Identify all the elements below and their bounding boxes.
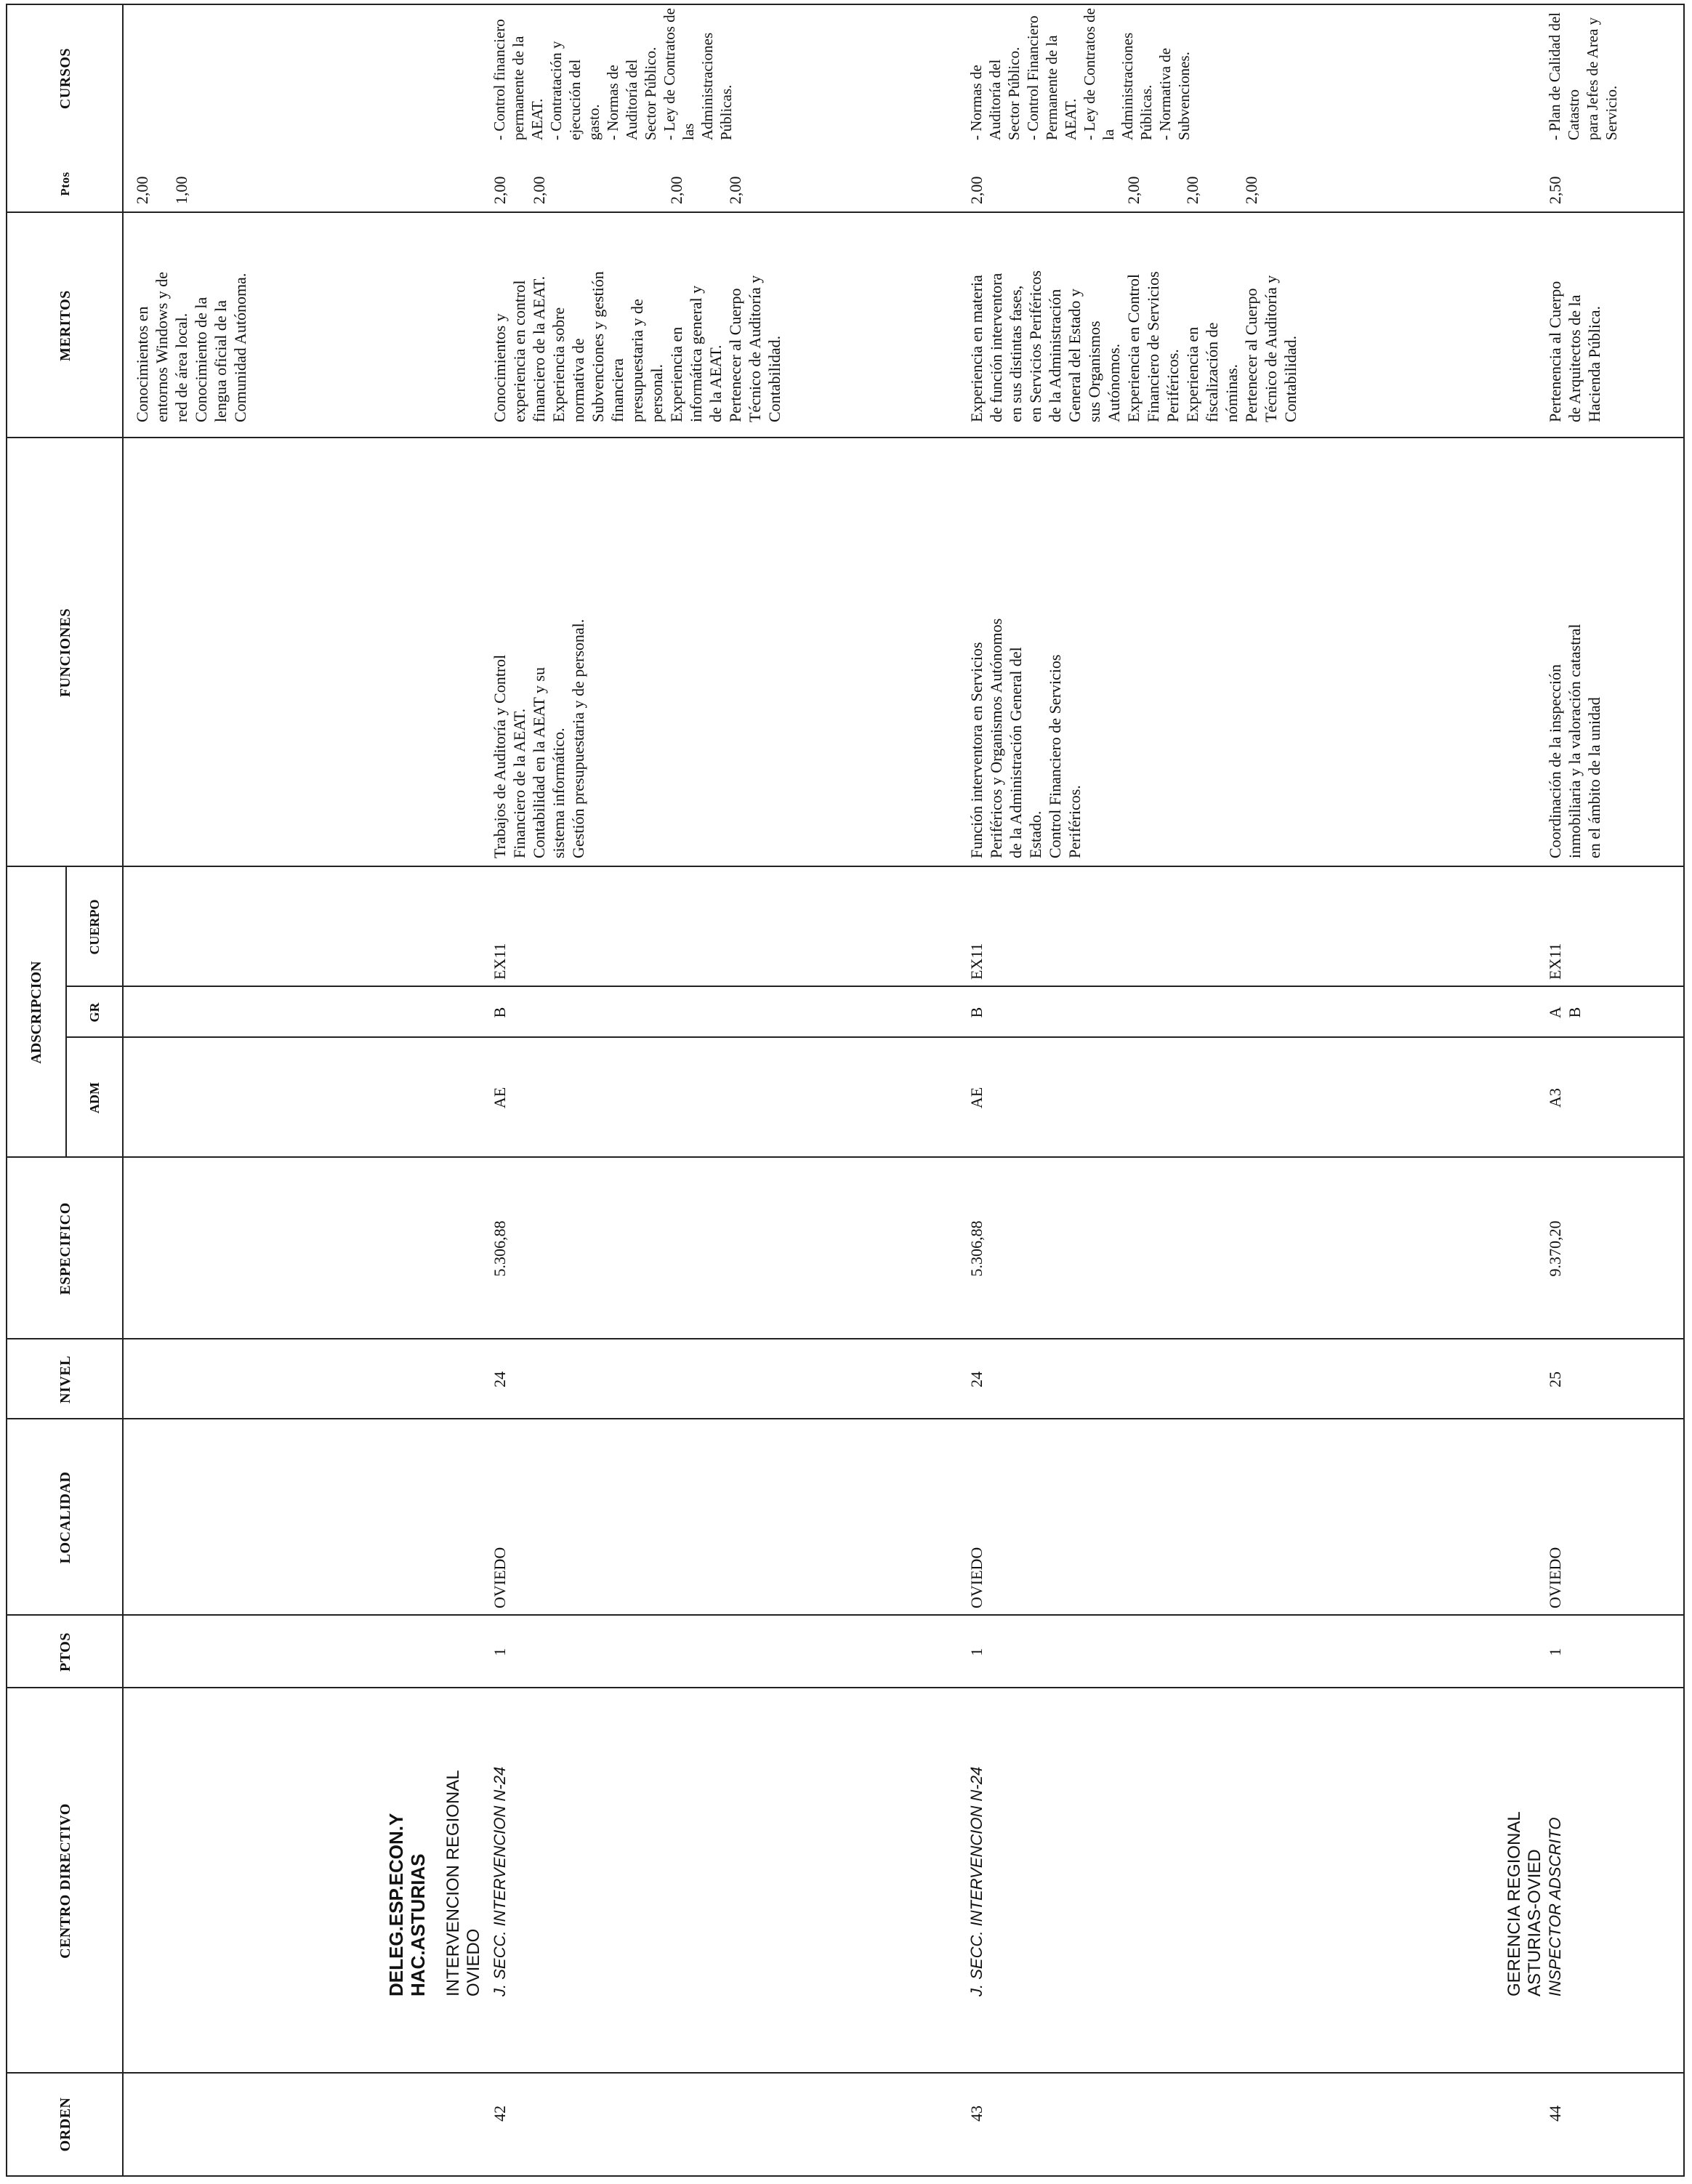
row-orden: 44 [1546,2106,1564,2121]
row-cuerpo: EX11 [1546,943,1564,980]
col-divider [7,1338,1683,1339]
col-divider [7,437,1683,438]
col-divider [7,1687,1683,1688]
rotated-table-sheet [6,4,1685,2177]
header-centro-directivo: CENTRO DIRECTIVO [57,1803,73,1959]
row-adm: AE [491,1087,509,1109]
col-divider [7,1418,1683,1419]
row-funciones: Trabajos de Auditoría y Control Financiero de la AEAT. Contabilidad en la AEAT y su sistema informático. Gestión presupuestaria y de personal. [491,618,587,858]
row-especifico: 5.306,88 [491,1220,509,1277]
col-divider [7,866,1683,867]
row-especifico: 5.306,88 [967,1220,986,1277]
row-cuerpo: EX11 [967,943,986,980]
row-ptos: 1 [967,1648,986,1656]
row-ptos: 1 [491,1648,509,1656]
col-divider [65,986,1683,987]
centro-directivo: INTERVENCION REGIONAL OVIEDO [443,1770,483,1996]
row-cursos: - Normas de Auditoría del Sector Público. - Control Financiero Permanente de la AEAT. - Ley de Contratos de la Administraciones Públicas. - Normativa de Subvenciones. [967,8,1193,140]
row-orden: 43 [967,2106,986,2121]
header-ptos-meritos: Ptos [58,172,72,196]
row-adm: AE [967,1087,986,1109]
col-divider [7,2072,1683,2074]
row-localidad: OVIEDO [1546,1547,1564,1608]
row-cursos: - Plan de Calidad del Catastro para Jefes de Area y Servicio. [1546,12,1620,140]
header-meritos: MERITOS [57,290,73,361]
col-divider [65,1036,1683,1038]
header-cuerpo: CUERPO [86,899,102,955]
row-gr: B [967,1007,986,1018]
row-localidad: OVIEDO [491,1547,509,1608]
centro-directivo: GERENCIA REGIONAL ASTURIAS-OVIED [1504,1811,1544,1996]
header-funciones: FUNCIONES [57,608,73,698]
row-gr: A B [1546,1007,1584,1018]
puesto-denominacion: J. SECC. INTERVENCION N-24 [491,1766,509,1996]
row-nivel: 25 [1546,1371,1564,1387]
row-cuerpo: EX11 [491,943,509,980]
col-divider [7,1156,1683,1158]
row-cursos: - Control financiero permanente de la AEAT. - Contratación y ejecución del gasto. - Normas de Auditoría del Sector Público. - Ley de Contratos de las Administraciones Públicas. [491,8,735,140]
delegacion-heading: DELEG.ESP.ECON.Y HAC.ASTURIAS [385,1813,429,1996]
header-ptos: PTOS [57,1632,73,1672]
meritos-generales: Conocimientos en entornos Windows y de red de área local. Conocimiento de la lengua oficial de la Comunidad Autónoma. [133,271,249,422]
ptos-generales: 2,00 1,00 [133,176,190,204]
row-gr: B [491,1007,509,1018]
puesto-denominacion: J. SECC. INTERVENCION N-24 [967,1766,986,1996]
header-especifico: ESPECIFICO [57,1202,73,1295]
row-funciones: Coordinación de la inspección inmobiliaria y la valoración catastral en el ámbito de la unidad [1546,624,1603,858]
puesto-denominacion: INSPECTOR ADSCRITO [1546,1817,1564,1996]
row-funciones: Función interventora en Servicios Periféricos y Organismos Autónomos de la Administración General del Estado. Control Financiero de Servicios Periféricos. [967,618,1084,858]
row-meritos-ptos: 2,00 2,00 2,00 2,00 [967,176,1260,204]
header-gr: GR [86,1002,102,1023]
row-meritos-ptos: 2,50 [1546,176,1564,204]
col-divider [7,1614,1683,1616]
row-especifico: 9.370,20 [1546,1220,1564,1277]
row-meritos-ptos: 2,00 2,00 2,00 2,00 [491,176,744,204]
row-ptos: 1 [1546,1648,1564,1656]
row-adm: A3 [1546,1088,1564,1108]
row-orden: 42 [491,2106,509,2121]
header-localidad: LOCALIDAD [57,1471,73,1564]
header-orden: ORDEN [57,2097,73,2152]
positions-table [6,4,1685,2177]
header-adscripcion: ADSCRIPCION [28,961,44,1064]
col-divider [7,211,1683,213]
row-meritos: Pertenencia al Cuerpo de Arquitectos de la Hacienda Pública. [1546,281,1603,422]
row-nivel: 24 [967,1371,986,1387]
row-meritos: Conocimientos y experiencia en control financiero de la AEAT. Experiencia sobre normativa de Subvenciones y gestión financiera presupuestaria y de personal. Experiencia en informática general y de la AEAT. Pertenecer al Cuerpo Técnico de Auditoría y Contabilidad. [491,271,783,422]
row-meritos: Experiencia en materia de función interventora en sus distintas fases, en Servicios Periféricos de la Administración General del Estado y sus Organismos Autónomos. Experiencia en Control Financiero de Servicios Periféricos. Experiencia en fiscalización de nóminas. Pertenecer al Cuerpo Técnico de Auditoría y Contabilidad. [967,270,1300,422]
header-adm: ADM [86,1082,102,1113]
row-nivel: 24 [491,1371,509,1387]
row-localidad: OVIEDO [967,1547,986,1608]
header-nivel: NIVEL [57,1355,73,1403]
header-cursos: CURSOS [57,47,73,110]
